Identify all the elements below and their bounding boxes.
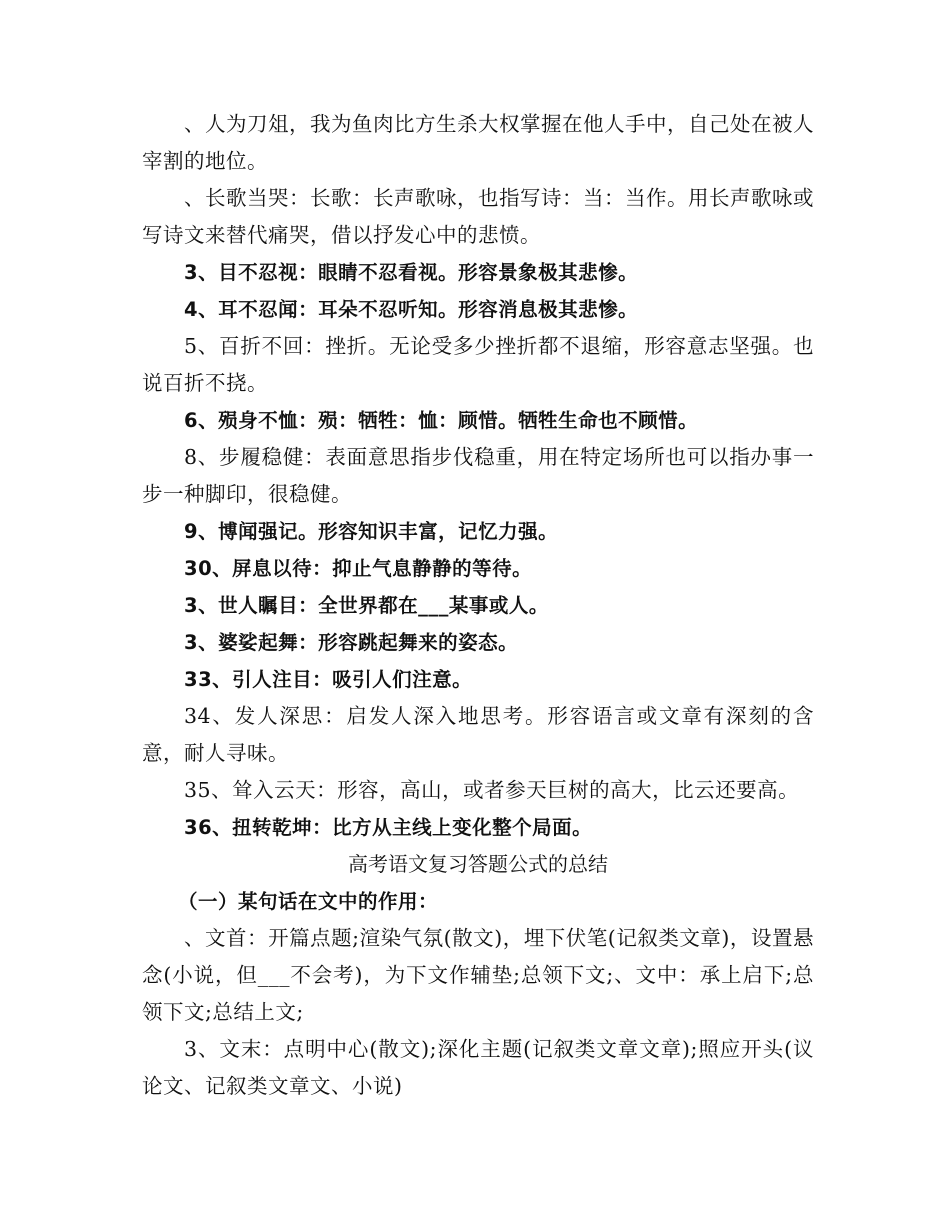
document-body xyxy=(142,106,814,1105)
idiom-entry: 35、耸入云天：形容，高山，或者参天巨树的高大，比云还要高。 xyxy=(184,778,800,802)
idiom-entry: 3、世人瞩目：全世界都在___某事或人。 xyxy=(184,594,549,617)
idiom-entry: 33、引人注目：吸引人们注意。 xyxy=(184,668,473,691)
idiom-entry: 30、屏息以待：抑止气息静静的等待。 xyxy=(184,557,533,580)
idiom-entry: 5、百折不回：挫折。无论受多少挫折都不退缩，形容意志坚强。也说百折不挠。 xyxy=(142,334,814,395)
idiom-entry: 9、博闻强记。形容知识丰富，记忆力强。 xyxy=(184,520,559,543)
idiom-entry: 8、步履稳健：表面意思指步伐稳重，用在特定场所也可以指办事一步一种脚印，很稳健。 xyxy=(142,445,814,506)
idiom-entry: 、长歌当哭：长歌：长声歌咏，也指写诗：当：当作。用长声歌咏或写诗文来替代痛哭，借以抒发心中的悲愤。 xyxy=(142,186,814,247)
body-paragraph: 3、文末：点明中心(散文);深化主题(记叙类文章文章);照应开头(议论文、记叙类文章文、小说) xyxy=(142,1037,814,1098)
idiom-entry: 34、发人深思：启发人深入地思考。形容语言或文章有深刻的含意，耐人寻味。 xyxy=(142,704,814,765)
idiom-entry: 4、耳不忍闻：耳朵不忍听知。形容消息极其悲惨。 xyxy=(184,298,639,321)
body-paragraph: 、文首：开篇点题;渲染气氛(散文)，埋下伏笔(记叙类文章)，设置悬念(小说，但___不会考)，为下文作辅垫;总领下文;、文中：承上启下;总领下文;总结上文; xyxy=(142,926,814,1024)
subsection-title: （一）某句话在文中的作用： xyxy=(178,890,439,913)
section-title: 高考语文复习答题公式的总结 xyxy=(348,852,608,876)
idiom-entry: 36、扭转乾坤：比方从主线上变化整个局面。 xyxy=(184,816,593,839)
idiom-entry: 3、目不忍视：眼睛不忍看视。形容景象极其悲惨。 xyxy=(184,261,639,284)
idiom-entry: 3、婆娑起舞：形容跳起舞来的姿态。 xyxy=(184,631,519,654)
idiom-entry: 、人为刀俎，我为鱼肉比方生杀大权掌握在他人手中，自己处在被人宰割的地位。 xyxy=(142,112,814,173)
idiom-entry: 6、殒身不恤：殒：牺牲：恤：顾惜。牺牲生命也不顾惜。 xyxy=(184,409,699,432)
